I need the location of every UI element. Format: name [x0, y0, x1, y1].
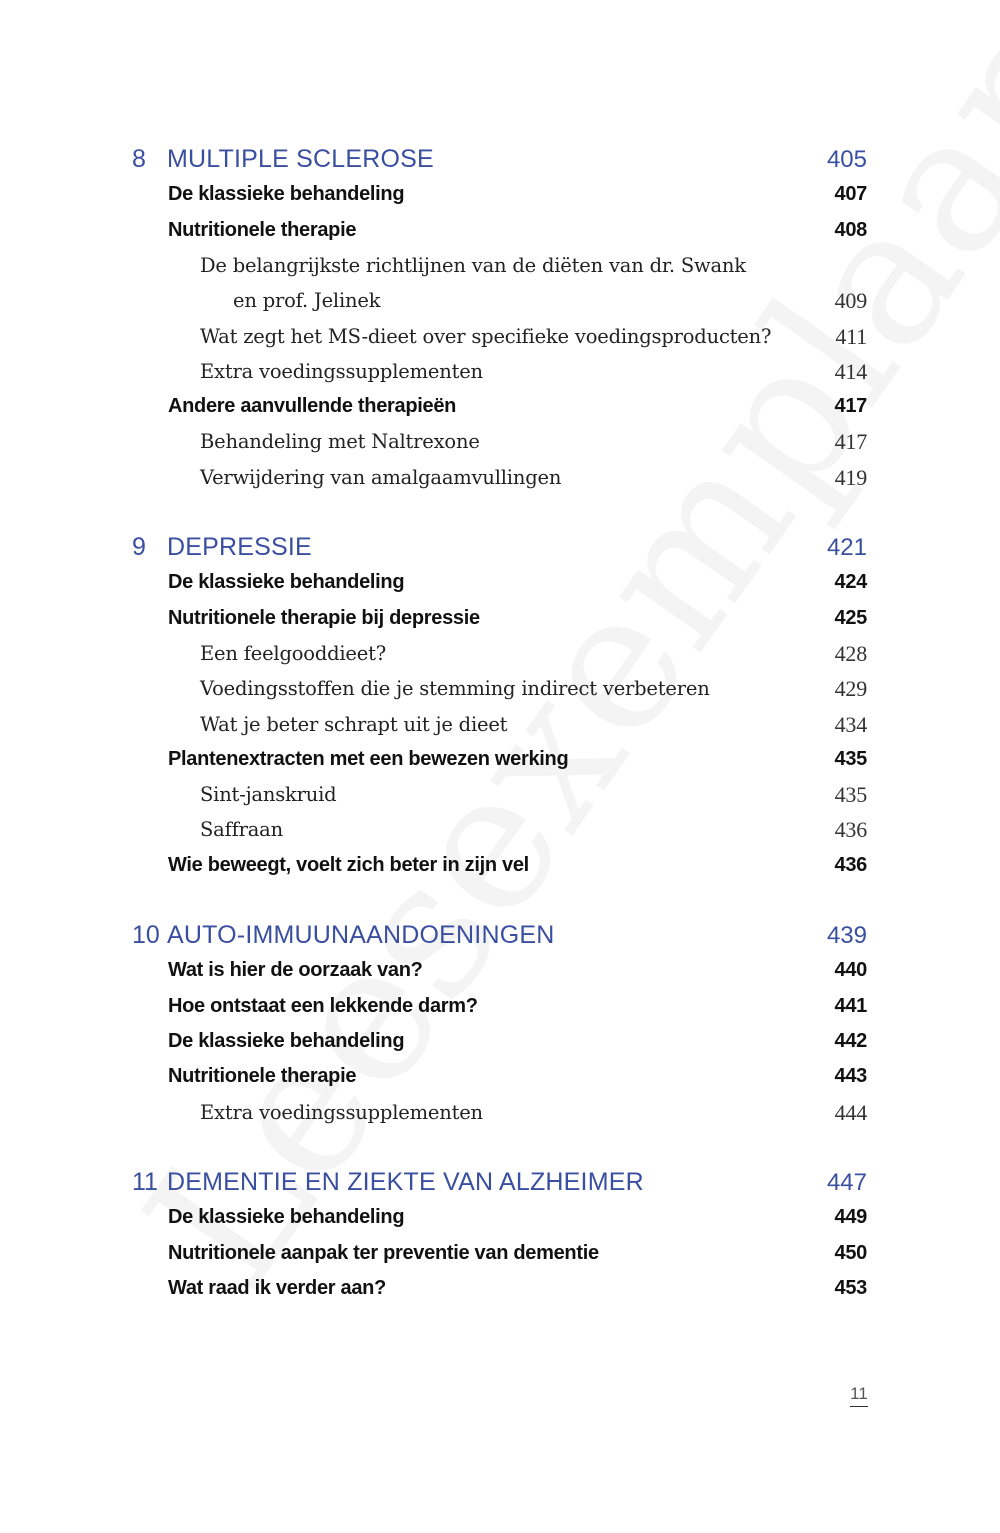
chapter-heading[interactable]	[0, 142, 1000, 177]
entry-page: 440	[834, 959, 867, 982]
entry-title: Extra voedingssupplementen	[200, 1100, 483, 1124]
toc-subsection-entry[interactable]	[0, 354, 1000, 389]
entry-title: Wat is hier de oorzaak van?	[168, 959, 423, 982]
entry-page: 435	[834, 747, 867, 770]
toc-subsection-entry[interactable]	[0, 671, 1000, 706]
chapter-number: 10	[132, 921, 160, 949]
toc-section-entry[interactable]	[0, 601, 1000, 636]
entry-page: 453	[834, 1276, 867, 1299]
entry-title: Behandeling met Naltrexone	[200, 430, 480, 454]
entry-page: 417	[834, 395, 867, 418]
entry-title: De klassieke behandeling	[168, 183, 405, 206]
chapter-heading[interactable]	[0, 918, 1000, 953]
entry-page: 411	[835, 323, 867, 349]
toc-subsection-entry[interactable]	[0, 777, 1000, 812]
entry-page: 442	[834, 1029, 867, 1052]
entry-page: 425	[834, 606, 867, 629]
toc-subsection-entry[interactable]	[0, 812, 1000, 847]
entry-title: De klassieke behandeling	[168, 1029, 405, 1052]
chapter-page: 405	[826, 146, 867, 173]
toc-subsection-entry[interactable]	[0, 319, 1000, 354]
entry-title: Hoe ontstaat een lekkende darm?	[168, 994, 478, 1017]
entry-page: 417	[834, 429, 867, 455]
chapter-heading[interactable]	[0, 530, 1000, 565]
entry-page: 435	[834, 782, 867, 808]
entry-title: Extra voedingssupplementen	[200, 359, 483, 383]
entry-title: Verwijdering van amalgaamvullingen	[200, 465, 562, 489]
toc-subsection-entry[interactable]	[0, 1095, 1000, 1130]
chapter-number: 9	[132, 533, 146, 561]
chapter-page: 447	[826, 1169, 867, 1196]
entry-title: De belangrijkste richtlijnen van de diëten van dr. Swank	[200, 253, 746, 277]
entry-title: Wat je beter schrapt uit je dieet	[200, 712, 508, 736]
entry-page: 443	[834, 1065, 867, 1088]
toc-section-entry[interactable]	[0, 1236, 1000, 1271]
entry-title: Nutritionele aanpak ter preventie van dementie	[168, 1241, 599, 1264]
toc-section-entry[interactable]	[0, 848, 1000, 883]
entry-page: 414	[834, 358, 867, 384]
chapter-number: 8	[132, 145, 146, 173]
entry-page: 408	[834, 218, 867, 241]
entry-page: 419	[834, 464, 867, 490]
entry-page: 444	[834, 1099, 867, 1125]
entry-page: 436	[834, 853, 867, 876]
entry-page: 449	[834, 1206, 867, 1229]
toc-section-entry[interactable]	[0, 742, 1000, 777]
toc-section-entry[interactable]	[0, 1059, 1000, 1094]
chapter-page: 439	[826, 922, 867, 949]
entry-page: 424	[834, 571, 867, 594]
toc-subsection-entry[interactable]	[0, 636, 1000, 671]
page-number: 11	[850, 1384, 868, 1407]
entry-title: Plantenextracten met een bewezen werking	[168, 747, 569, 770]
toc-subsection-entry[interactable]	[0, 283, 1000, 318]
entry-title: Nutritionele therapie	[168, 1065, 357, 1088]
entry-page: 407	[834, 183, 867, 206]
entry-title: Wie beweegt, voelt zich beter in zijn vel	[168, 853, 529, 876]
toc-subsection-entry[interactable]	[0, 424, 1000, 459]
toc-section-entry[interactable]	[0, 1200, 1000, 1235]
entry-page: 450	[834, 1241, 867, 1264]
toc-subsection-entry[interactable]	[0, 248, 1000, 283]
entry-page: 441	[834, 994, 867, 1017]
entry-page: 409	[834, 288, 867, 314]
entry-page: 428	[834, 640, 867, 666]
entry-title: Nutritionele therapie bij depressie	[168, 606, 480, 629]
chapter-title: MULTIPLE SCLEROSE	[167, 145, 434, 173]
toc-section-entry[interactable]	[0, 389, 1000, 424]
toc-section-entry[interactable]	[0, 1024, 1000, 1059]
entry-title: Nutritionele therapie	[168, 218, 357, 241]
entry-title: Een feelgooddieet?	[200, 641, 387, 665]
chapter-page: 421	[826, 534, 867, 561]
chapter-heading[interactable]	[0, 1165, 1000, 1200]
entry-title: Sint-janskruid	[200, 783, 337, 807]
entry-title: Wat raad ik verder aan?	[168, 1276, 387, 1299]
chapter-title: AUTO-IMMUUNAANDOENINGEN	[167, 921, 555, 949]
toc-section-entry[interactable]	[0, 989, 1000, 1024]
entry-page: 434	[834, 711, 867, 737]
toc-section-entry[interactable]	[0, 953, 1000, 988]
chapter-number: 11	[132, 1168, 158, 1196]
toc-section-entry[interactable]	[0, 565, 1000, 600]
toc-subsection-entry[interactable]	[0, 707, 1000, 742]
chapter-title: DEPRESSIE	[167, 533, 312, 561]
toc-section-entry[interactable]	[0, 177, 1000, 212]
toc-subsection-entry[interactable]	[0, 460, 1000, 495]
entry-title: De klassieke behandeling	[168, 571, 405, 594]
entry-page: 436	[834, 817, 867, 843]
entry-title: Andere aanvullende therapieën	[168, 395, 457, 418]
entry-page: 429	[834, 676, 867, 702]
entry-title: en prof. Jelinek	[233, 289, 381, 313]
entry-title: Voedingsstoffen die je stemming indirect verbeteren	[200, 677, 710, 701]
entry-title: Saffraan	[200, 818, 283, 842]
toc-section-entry[interactable]	[0, 1271, 1000, 1306]
toc-section-entry[interactable]	[0, 213, 1000, 248]
entry-title: De klassieke behandeling	[168, 1206, 405, 1229]
entry-title: Wat zegt het MS-dieet over specifieke voedingsproducten?	[200, 324, 772, 348]
chapter-title: DEMENTIE EN ZIEKTE VAN ALZHEIMER	[167, 1168, 644, 1196]
